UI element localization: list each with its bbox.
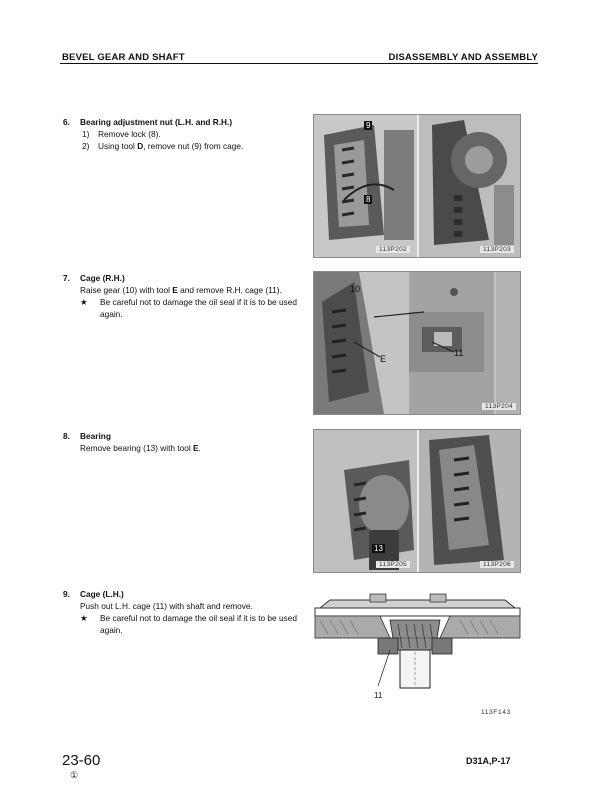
step-number: 6. — [63, 117, 70, 127]
step-title: Bearing adjustment nut (L.H. and R.H.) — [80, 117, 233, 127]
instruction-text: Remove bearing (13) with tool — [80, 443, 193, 453]
instruction-text: . — [198, 443, 201, 453]
instruction-text: Push out L.H. cage (11) with shaft and remove. — [80, 601, 253, 611]
photo-caption: 113P202 — [376, 246, 410, 253]
instruction-text: and remove R.H. cage (11). — [177, 285, 282, 295]
header-rule — [60, 63, 538, 64]
photo-caption: 113P204 — [482, 403, 516, 410]
star-icon: ★ — [80, 613, 88, 623]
instruction-text: Raise gear (10) with tool — [80, 285, 173, 295]
diagram-caption: 113F143 — [481, 709, 511, 716]
step-instruction — [80, 284, 303, 296]
step-7 — [63, 272, 303, 320]
step-number: 9. — [63, 589, 70, 599]
callout-8: 8 — [366, 195, 371, 204]
photo-bearing — [313, 429, 521, 573]
callout-e: E — [380, 354, 387, 364]
diagram-callout-11: 11 — [374, 691, 383, 700]
photo-caption: 113P205 — [376, 561, 410, 568]
model-code: D31A,P-17 — [466, 756, 511, 766]
step-9 — [63, 588, 303, 636]
chapter-title: DISASSEMBLY AND ASSEMBLY — [388, 52, 538, 63]
note-text: Be careful not to damage the oil seal if it is to be used again. — [100, 297, 297, 319]
photo-caption: 113P206 — [480, 561, 514, 568]
substep-text: Remove lock (8). — [98, 129, 161, 139]
page-number: 23-60 — [62, 752, 101, 769]
step-instruction — [80, 600, 303, 612]
section-title: BEVEL GEAR AND SHAFT — [62, 52, 185, 63]
step-instruction — [80, 442, 303, 454]
tool-ref: E — [192, 443, 199, 453]
photo-cage-rh — [313, 271, 521, 415]
substep-1 — [82, 128, 303, 140]
substep-2 — [82, 140, 303, 152]
tool-ref: E — [172, 285, 178, 295]
callout-10: 10 — [350, 284, 361, 294]
substep-number: 1) — [82, 129, 90, 139]
substep-text: , remove nut (9) from cage. — [143, 141, 244, 151]
cage-cross-section-diagram — [310, 590, 525, 700]
photo-caption: 113P203 — [480, 246, 514, 253]
step-title: Cage (L.H.) — [80, 589, 124, 599]
step-number: 8. — [63, 431, 70, 441]
substep-number: 2) — [82, 141, 90, 151]
caution-note — [80, 296, 303, 320]
callout-13: 13 — [374, 544, 383, 553]
photo-bearing-nut — [313, 114, 521, 258]
star-icon: ★ — [80, 297, 88, 307]
caution-note — [80, 612, 303, 636]
step-8 — [63, 430, 303, 454]
step-title: Bearing — [80, 431, 111, 441]
step-title: Cage (R.H.) — [80, 273, 125, 283]
substep-text: Using tool — [98, 141, 138, 151]
callout-9: 9 — [366, 121, 371, 130]
note-text: Be careful not to damage the oil seal if it is to be used again. — [100, 613, 297, 635]
step-6 — [63, 116, 303, 152]
step-number: 7. — [63, 273, 70, 283]
revision-mark: ① — [70, 770, 79, 780]
callout-11: 11 — [454, 348, 464, 358]
tool-ref: D — [137, 141, 144, 151]
